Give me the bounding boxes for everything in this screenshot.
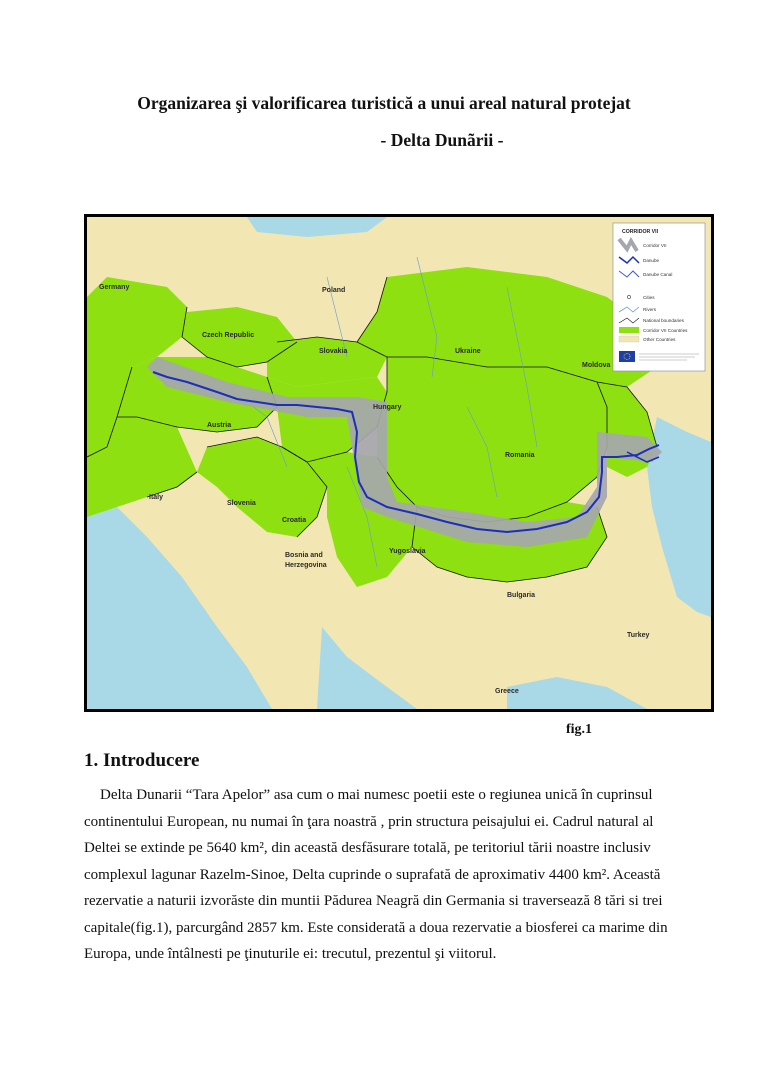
label-slovakia: Slovakia [319, 348, 348, 355]
label-romania: Romania [505, 452, 535, 459]
legend-item-canal: Danube Canal [643, 272, 673, 277]
danube-corridor-map [84, 214, 714, 712]
legend-item-cities: Cities [643, 295, 655, 300]
label-bosnia-1: Bosnia and [285, 552, 323, 559]
paragraph-line: complexul lagunar Razelm-Sinoe, Delta cuprinde o suprafată de aproximativ 4400 km². Această [84, 866, 661, 883]
label-hungary: Hungary [373, 404, 402, 411]
document-title: Organizarea şi valorificarea turistică a unui areal natural protejat [137, 93, 631, 113]
label-czech-republic: Czech Republic [202, 332, 255, 339]
label-bulgaria: Bulgaria [507, 592, 536, 599]
legend-item-rivers: Rivers [643, 307, 657, 312]
figure-caption: fig.1 [566, 722, 593, 737]
map-svg [87, 217, 711, 709]
map-legend [613, 223, 705, 371]
legend-item-danube: Danube [643, 258, 660, 263]
eu-flag-icon [619, 351, 635, 362]
paragraph-line: rezervatie a naturii izvorăste din muntii Pădurea Neagră din Germania si traversează 8 tări si trei [84, 893, 663, 909]
label-bosnia-2: Herzegovina [285, 562, 327, 569]
label-slovenia: Slovenia [227, 500, 256, 507]
label-yugoslavia: Yugoslavia [389, 548, 426, 555]
label-ukraine: Ukraine [455, 348, 481, 355]
legend-item-boundaries: National boundaries [643, 318, 684, 323]
intro-paragraph [84, 782, 724, 968]
legend-item-corridor: Corridor VII [643, 243, 667, 248]
legend-item-corridor-countries: Corridor VII Countries [643, 328, 688, 333]
legend-item-other-countries: Other Countries [643, 337, 676, 342]
legend-corridor-countries-swatch [619, 327, 639, 333]
label-austria: Austria [207, 422, 232, 429]
label-moldova: Moldova [582, 362, 611, 369]
legend-other-countries-swatch [619, 336, 639, 342]
document-subtitle: - Delta Dunãrii - [380, 130, 504, 150]
legend-title: CORRIDOR VII [622, 229, 659, 235]
label-poland: Poland [322, 287, 346, 294]
paragraph-line: capitale(fig.1), parcurgând 2857 km. Este considerată a doua rezervatie a biosferei ca marime din [84, 919, 668, 936]
paragraph-line: Delta Dunarii “Tara Apelor” asa cum o mai numesc poetii este o regiunea unică în cuprinsul [100, 787, 653, 803]
section-heading: 1. Introducere [84, 750, 200, 771]
label-croatia: Croatia [282, 517, 307, 524]
paragraph-line: Deltei se extinde pe 5640 km², din această desfăsurare totală, pe teritoriul tării noastre inclusiv [84, 840, 651, 856]
label-greece: Greece [495, 688, 519, 695]
paragraph-line: continentului European, nu numai în ţara noastră , prin structura peisajului ei. Cadrul natural al [84, 813, 654, 830]
label-italy: Italy [149, 494, 164, 501]
label-turkey: Turkey [627, 632, 650, 639]
paragraph-line: Europa, unde întâlnesti pe ţinuturile ei: trecutul, prezentul şi viitorul. [84, 946, 497, 962]
label-germany: Germany [99, 284, 130, 291]
